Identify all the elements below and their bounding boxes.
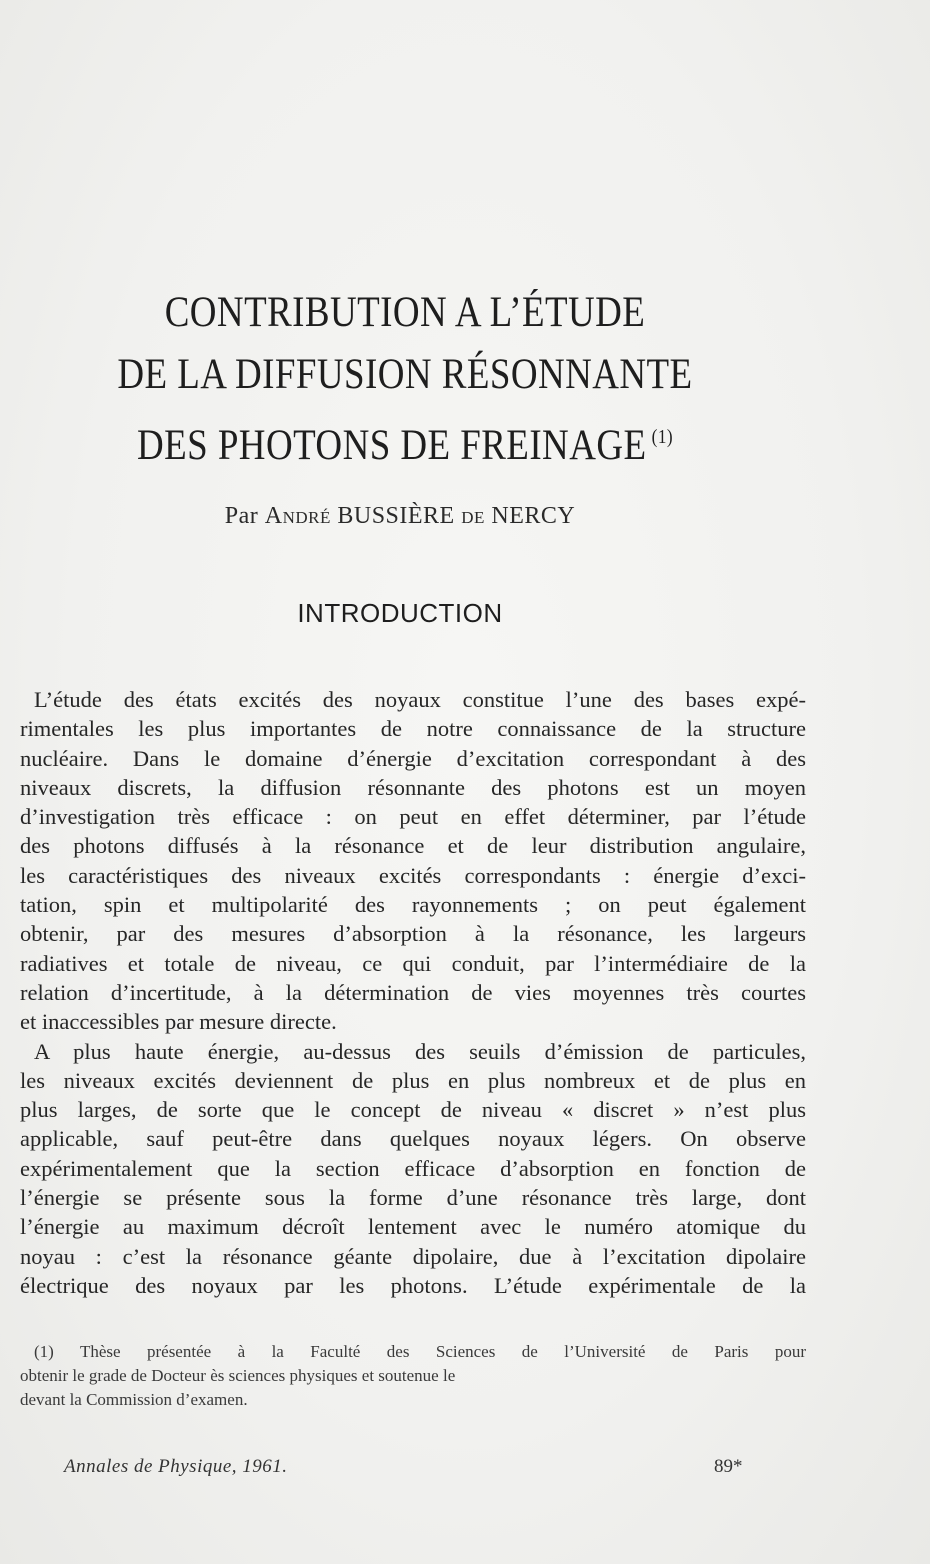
author-first-name: André xyxy=(264,503,331,529)
body-line: tation, spin et multipolarité des rayonnements ; on peut également xyxy=(20,892,806,918)
title-footnote-marker[interactable]: (1) xyxy=(651,426,674,448)
title-line: CONTRIBUTION A L’ÉTUDE xyxy=(164,289,646,336)
author-last-name-2: NERCY xyxy=(491,503,576,529)
footnote xyxy=(20,1340,806,1412)
body-line: obtenir, par des mesures d’absorption à la résonance, les largeurs xyxy=(20,921,806,947)
footnote-line: devant la Commission d’examen. xyxy=(20,1390,248,1409)
body-line: les niveaux excités deviennent de plus en plus nombreux et de plus en xyxy=(20,1067,806,1093)
journal-citation: Annales de Physique, 1961. xyxy=(64,1456,288,1477)
page-number: 89* xyxy=(714,1456,743,1477)
body-line: d’investigation très efficace : on peut en effet déterminer, par l’étude xyxy=(20,804,806,830)
body-line: et inaccessibles par mesure directe. xyxy=(20,1009,337,1035)
body-line: noyau : c’est la résonance géante dipolaire, due à l’excitation dipolaire xyxy=(20,1243,806,1269)
body-line: plus larges, de sorte que le concept de niveau « discret » n’est plus xyxy=(20,1097,806,1123)
body-line: des photons diffusés à la résonance et de leur distribution angulaire, xyxy=(20,833,806,859)
body-line: l’énergie au maximum décroît lentement avec le numéro atomique du xyxy=(20,1214,806,1240)
body-line: L’étude des états excités des noyaux constitue l’une des bases expé- xyxy=(34,687,806,712)
body-line: nucléaire. Dans le domaine d’énergie d’excitation correspondant à des xyxy=(20,745,806,771)
title-line: DE LA DIFFUSION RÉSONNANTE xyxy=(117,351,693,398)
body-line: l’énergie se présente sous la forme d’une résonance très large, dont xyxy=(20,1185,806,1211)
section-heading: INTRODUCTION xyxy=(297,598,503,628)
body-line: relation d’incertitude, à la détermination de vies moyennes très courtes xyxy=(20,979,806,1005)
author-last-name: BUSSIÈRE xyxy=(337,503,455,529)
body-line: rimentales les plus importantes de notre connaissance de la structure xyxy=(20,716,806,742)
title-line-text: DES PHOTONS DE FREINAGE xyxy=(136,422,647,469)
body-line: électrique des noyaux par les photons. L’étude expérimentale de la xyxy=(20,1272,806,1298)
author-prefix: Par xyxy=(224,503,259,529)
title-line xyxy=(108,406,701,477)
body-line: expérimentalement que la section efficace d’absorption en fonction de xyxy=(20,1155,806,1181)
footnote-line: obtenir le grade de Docteur ès sciences physiques et soutenue le xyxy=(20,1366,456,1385)
article-title xyxy=(108,282,701,477)
body-line: radiatives et totale de niveau, ce qui conduit, par l’intermédiaire de la xyxy=(20,950,806,976)
body-text xyxy=(20,685,806,1300)
body-line: applicable, sauf peut-être dans quelques noyaux légers. On observe xyxy=(20,1126,806,1152)
body-line: les caractéristiques des niveaux excités correspondants : énergie d’exci- xyxy=(20,862,806,888)
body-line: niveaux discrets, la diffusion résonnante des photons est un moyen xyxy=(20,774,806,800)
author-line xyxy=(0,503,800,530)
author-particle: de xyxy=(461,503,485,529)
footnote-line: (1) Thèse présentée à la Faculté des Sciences de l’Université de Paris pour xyxy=(34,1342,806,1361)
body-line: A plus haute énergie, au-dessus des seuils d’émission de particules, xyxy=(34,1038,806,1064)
